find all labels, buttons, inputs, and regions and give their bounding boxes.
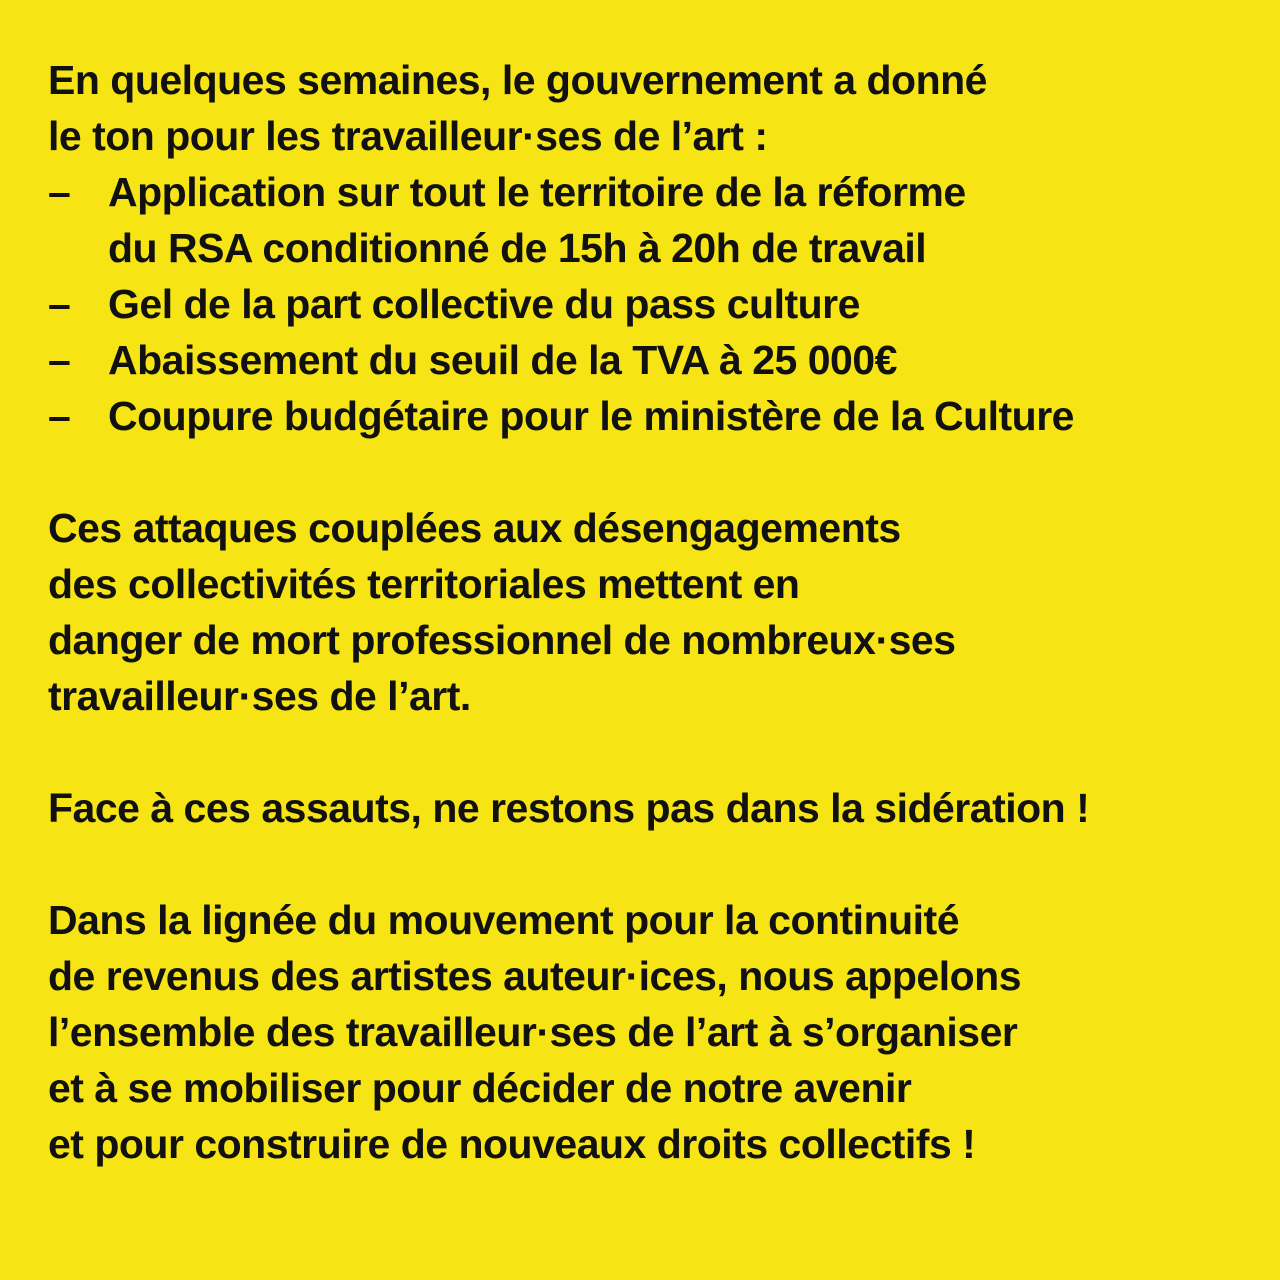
paragraph-spacer	[48, 724, 1240, 780]
attacks-paragraph	[48, 500, 1240, 724]
list-item-line: du RSA conditionné de 15h à 20h de travail	[108, 225, 927, 271]
list-item-text: Application sur tout le territoire de la réforme	[108, 169, 966, 215]
list-item	[48, 276, 1240, 332]
text-line: travailleur·ses de l’art.	[48, 673, 471, 719]
list-item-text: Gel de la part collective du pass culture	[108, 281, 860, 327]
dash-bullet: –	[48, 337, 71, 383]
list-item-line	[48, 388, 1240, 444]
paragraph-spacer	[48, 836, 1240, 892]
call-paragraph	[48, 780, 1240, 836]
list-item-text: Coupure budgétaire pour le ministère de la Culture	[108, 393, 1074, 439]
text-line: danger de mort professionnel de nombreux·ses	[48, 617, 956, 663]
text-line: des collectivités territoriales mettent en	[48, 561, 800, 607]
text-line: et à se mobiliser pour décider de notre avenir	[48, 1065, 912, 1111]
text-line: le ton pour les travailleur·ses de l’art :	[48, 113, 768, 159]
list-item-line	[48, 164, 1240, 220]
list-item-line	[48, 332, 1240, 388]
list-item	[48, 332, 1240, 388]
text-line: Face à ces assauts, ne restons pas dans la sidération !	[48, 785, 1090, 831]
measures-list	[48, 164, 1240, 444]
text-line: Ces attaques couplées aux désengagements	[48, 505, 901, 551]
text-line: de revenus des artistes auteur·ices, nous appelons	[48, 953, 1022, 999]
list-item	[48, 388, 1240, 444]
text-line: Dans la lignée du mouvement pour la continuité	[48, 897, 960, 943]
paragraph-spacer	[48, 444, 1240, 500]
dash-bullet: –	[48, 281, 71, 327]
list-item-text: Abaissement du seuil de la TVA à 25 000€	[108, 337, 897, 383]
mobilisation-paragraph	[48, 892, 1240, 1172]
list-item	[48, 164, 1240, 276]
text-line: l’ensemble des travailleur·ses de l’art à s’organiser	[48, 1009, 1018, 1055]
dash-bullet: –	[48, 169, 71, 215]
text-line: En quelques semaines, le gouvernement a donné	[48, 57, 987, 103]
dash-bullet: –	[48, 393, 71, 439]
list-item-line	[48, 276, 1240, 332]
intro-paragraph	[48, 52, 1240, 164]
text-line: et pour construire de nouveaux droits collectifs !	[48, 1121, 976, 1167]
